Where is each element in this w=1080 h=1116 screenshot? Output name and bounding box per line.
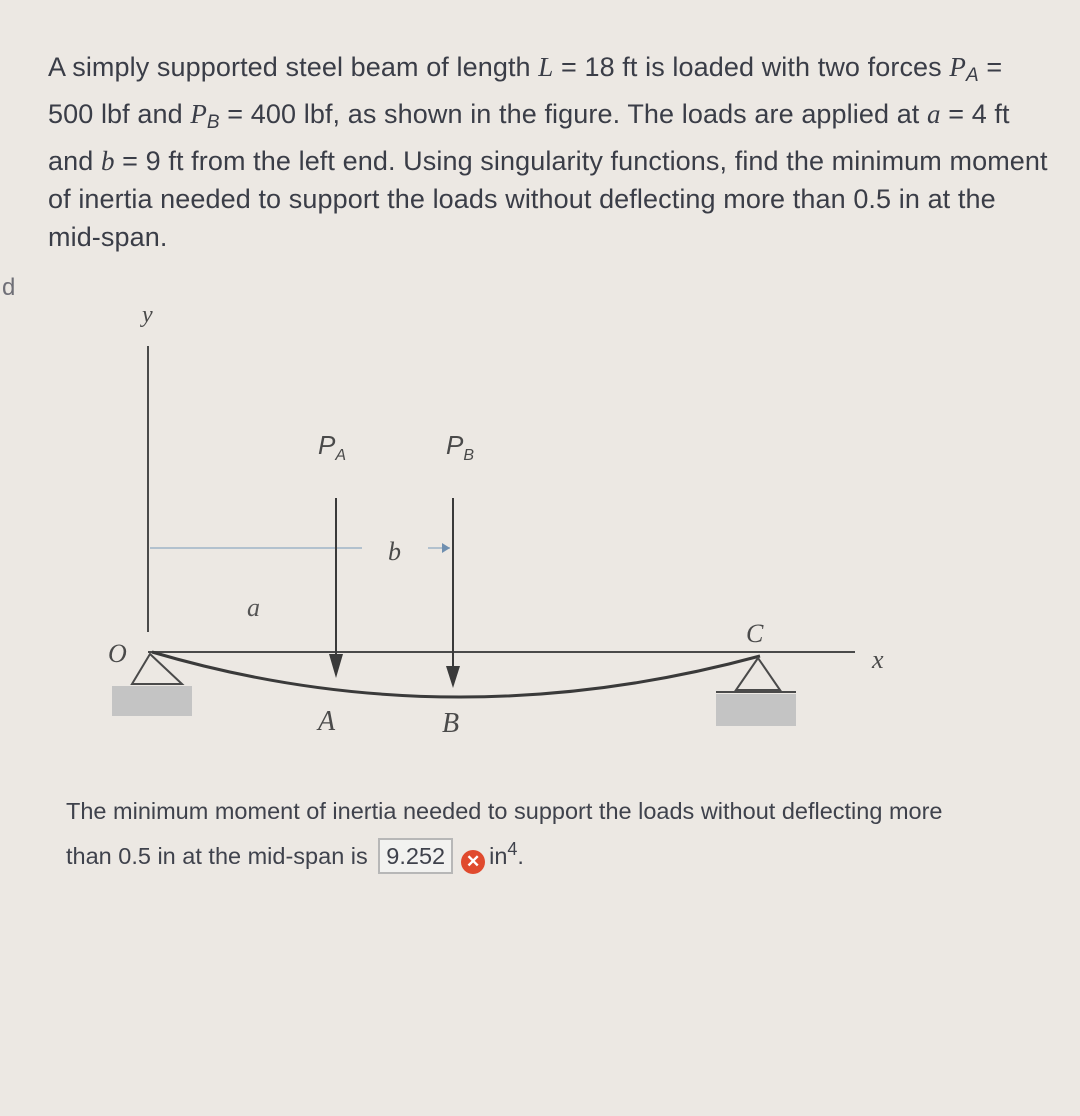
x-circle-icon: ✕ (461, 850, 485, 874)
problem-statement: A simply supported steel beam of length L = 18 ft is loaded with two forces $P_A = 500$ lbf and $P_B = 400$ lbf, as shown in the figure. The loads are applied at a = 4 ft and b = 9 ft from the left end. Using singularity functions, find the minimum moment of inertia needed to support the loads without deflecting more than 0.5 in at the mid-span. (48, 52, 1048, 252)
force-pa-arrowhead (329, 654, 343, 678)
a-label: a (247, 593, 260, 622)
left-ground (112, 686, 192, 716)
point-c-label: C (746, 619, 764, 648)
answer-statement (66, 792, 946, 875)
y-axis-label: y (142, 302, 153, 328)
right-pin-support (736, 658, 780, 690)
x-axis-label: x (872, 645, 884, 674)
b-label: b (388, 537, 401, 566)
origin-label: O (108, 639, 127, 668)
b-arrowhead (442, 543, 450, 553)
margin-letter: d (2, 274, 16, 301)
point-a-label: A (318, 706, 336, 737)
answer-input[interactable]: 9.252 (378, 838, 453, 874)
beam-diagram (0, 290, 1080, 760)
force-pb-arrowhead (446, 666, 460, 688)
pa-label: $P_A$ (318, 430, 347, 464)
point-b-label: B (442, 708, 460, 739)
answer-text: The minimum moment of inertia needed to support the loads without deflecting more than 0.5 in at the mid-span is (66, 798, 943, 869)
pb-label: $P_B$ (446, 430, 475, 464)
right-ground (716, 694, 796, 726)
answer-unit: $in^4$. (489, 839, 524, 869)
beam-figure (0, 290, 1080, 760)
